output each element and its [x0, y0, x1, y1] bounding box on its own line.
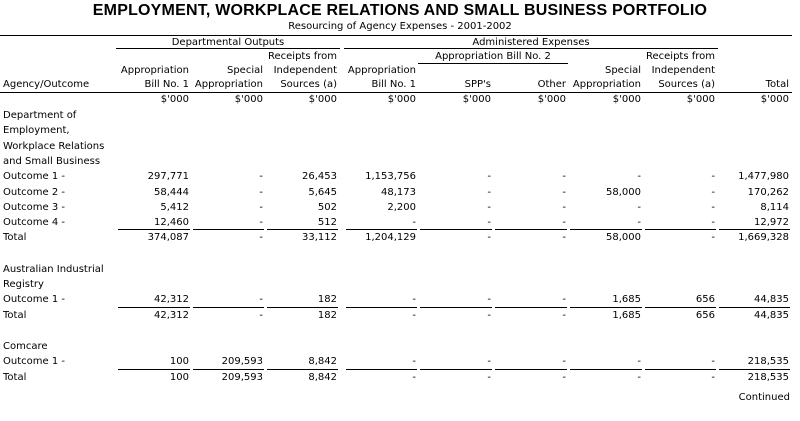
- table-cell: -: [259, 171, 263, 183]
- table-cell: -: [259, 186, 263, 198]
- column-header-c1-line: Appropriation: [120, 65, 189, 76]
- total-rule: [495, 369, 567, 370]
- table-cell: -: [637, 201, 641, 213]
- table-cell: -: [562, 186, 566, 198]
- table-cell: -: [562, 294, 566, 306]
- table-cell: -: [487, 171, 491, 183]
- report-title: EMPLOYMENT, WORKPLACE RELATIONS AND SMALL BUSINESS PORTFOLIO: [92, 2, 708, 19]
- table-cell: 100: [169, 356, 189, 368]
- group-header-departmental: Departmental Outputs: [171, 37, 285, 48]
- table-cell: 12,972: [754, 217, 789, 229]
- total-rule: [495, 307, 567, 308]
- total-cell: 218,535: [747, 371, 789, 383]
- column-header-c5-line: SPP's: [464, 79, 491, 90]
- table-cell: -: [562, 356, 566, 368]
- outcome-row-label: Outcome 1 -: [3, 356, 65, 368]
- column-header-c2-line: Appropriation: [194, 79, 263, 90]
- total-cell: 33,112: [302, 232, 337, 244]
- column-header-c3-line: Receipts from: [267, 51, 337, 62]
- table-cell: 5,412: [160, 201, 189, 213]
- total-rule: [570, 307, 642, 308]
- total-rule: [645, 307, 716, 308]
- table-cell: 8,842: [308, 356, 337, 368]
- total-rule: [193, 369, 264, 370]
- total-rule: [267, 307, 338, 308]
- agency-name-line: Employment,: [3, 125, 70, 137]
- table-cell: -: [259, 294, 263, 306]
- table-cell: -: [711, 201, 715, 213]
- total-rule: [118, 369, 190, 370]
- column-header-c7-line: Special: [604, 65, 641, 76]
- table-cell: -: [487, 356, 491, 368]
- table-cell: 5,645: [308, 186, 337, 198]
- total-row-label: Total: [3, 371, 27, 383]
- total-rule: [346, 229, 417, 230]
- column-header-agency: Agency/Outcome: [3, 79, 90, 90]
- total-cell: -: [637, 371, 641, 383]
- total-rule: [645, 369, 716, 370]
- table-cell: 502: [317, 201, 337, 213]
- total-rule: [346, 369, 417, 370]
- table-cell: -: [711, 186, 715, 198]
- table-cell: -: [487, 217, 491, 229]
- table-cell: 656: [695, 294, 715, 306]
- total-cell: -: [711, 371, 715, 383]
- agency-name-line: Registry: [3, 279, 44, 290]
- table-cell: -: [412, 217, 416, 229]
- table-cell: -: [487, 294, 491, 306]
- group-header-administered: Administered Expenses: [472, 37, 590, 48]
- table-cell: -: [259, 201, 263, 213]
- column-header-c6-line: Other: [537, 79, 566, 90]
- total-rule: [495, 229, 567, 230]
- total-row-label: Total: [3, 232, 27, 244]
- total-rule: [420, 369, 492, 370]
- total-rule: [346, 307, 417, 308]
- column-header-c3-line: Sources (a): [280, 79, 337, 90]
- table-cell: 1,477,980: [738, 171, 789, 183]
- total-rule: [267, 229, 338, 230]
- table-cell: -: [412, 356, 416, 368]
- continued-note: Continued: [738, 392, 790, 403]
- table-cell: -: [259, 217, 263, 229]
- table-cell: -: [637, 356, 641, 368]
- column-header-c1-line: Bill No. 1: [144, 79, 189, 90]
- unit-label: $'000: [612, 94, 641, 105]
- table-cell: -: [487, 201, 491, 213]
- table-cell: 1,685: [612, 294, 641, 306]
- total-cell: 44,835: [754, 309, 789, 321]
- table-cell: 182: [317, 294, 337, 306]
- table-cell: 512: [317, 217, 337, 229]
- table-cell: 44,835: [754, 294, 789, 306]
- total-rule: [570, 369, 642, 370]
- outcome-row-label: Outcome 1 -: [3, 294, 65, 306]
- column-header-c9-line: Total: [765, 79, 789, 90]
- table-cell: -: [711, 356, 715, 368]
- table-cell: -: [637, 171, 641, 183]
- total-cell: 656: [695, 309, 715, 321]
- table-cell: 58,444: [154, 186, 189, 198]
- outcome-row-label: Outcome 3 -: [3, 201, 65, 213]
- unit-label: $'000: [387, 94, 416, 105]
- table-cell: -: [711, 217, 715, 229]
- total-cell: -: [562, 309, 566, 321]
- total-cell: -: [562, 232, 566, 244]
- total-cell: -: [711, 232, 715, 244]
- table-cell: -: [562, 201, 566, 213]
- total-cell: 1,204,129: [365, 232, 416, 244]
- unit-label: $'000: [760, 94, 789, 105]
- unit-label: $'000: [686, 94, 715, 105]
- total-rule: [570, 229, 642, 230]
- agency-name-line: Workplace Relations: [3, 140, 105, 152]
- total-rule: [193, 229, 264, 230]
- table-cell: 209,593: [221, 356, 263, 368]
- table-cell: 8,114: [760, 201, 789, 213]
- total-cell: -: [412, 309, 416, 321]
- agency-name-line: and Small Business: [3, 155, 101, 167]
- total-rule: [719, 369, 790, 370]
- unit-label: $'000: [234, 94, 263, 105]
- table-cell: 12,460: [154, 217, 189, 229]
- total-rule: [719, 229, 790, 230]
- agency-name-line: Department of: [3, 110, 77, 121]
- column-header-c8-line: Receipts from: [645, 51, 715, 62]
- total-cell: 58,000: [606, 232, 641, 244]
- table-cell: 1,153,756: [365, 171, 416, 183]
- agency-name-line: Australian Industrial: [3, 263, 104, 275]
- table-cell: 58,000: [606, 186, 641, 198]
- column-header-c8-line: Sources (a): [658, 79, 715, 90]
- total-cell: 209,593: [221, 371, 263, 383]
- total-cell: -: [487, 232, 491, 244]
- column-header-c8-line: Independent: [651, 65, 715, 76]
- table-cell: -: [711, 171, 715, 183]
- table-cell: 170,262: [747, 186, 789, 198]
- total-cell: 374,087: [147, 232, 189, 244]
- table-cell: 2,200: [387, 201, 416, 213]
- column-header-c4-line: Bill No. 1: [371, 79, 416, 90]
- unit-label: $'000: [308, 94, 337, 105]
- column-header-c7-line: Appropriation: [572, 79, 641, 90]
- total-rule: [420, 229, 492, 230]
- column-header-c2-line: Special: [226, 65, 263, 76]
- total-rule: [193, 307, 264, 308]
- total-rule: [118, 229, 190, 230]
- total-cell: 8,842: [308, 371, 337, 383]
- unit-label: $'000: [462, 94, 491, 105]
- total-cell: 1,685: [612, 309, 641, 321]
- table-cell: 218,535: [747, 356, 789, 368]
- table-cell: -: [562, 171, 566, 183]
- total-rule: [420, 307, 492, 308]
- column-header-c4-line: Appropriation: [347, 65, 416, 76]
- table-cell: 297,771: [147, 171, 189, 183]
- table-cell: -: [562, 217, 566, 229]
- table-cell: 48,173: [381, 186, 416, 198]
- total-cell: -: [259, 309, 263, 321]
- report-subtitle: Resourcing of Agency Expenses - 2001-2002: [288, 21, 512, 32]
- agency-name-line: Comcare: [3, 340, 48, 352]
- total-cell: -: [487, 371, 491, 383]
- table-cell: 26,453: [302, 171, 337, 183]
- total-cell: -: [487, 309, 491, 321]
- outcome-row-label: Outcome 2 -: [3, 186, 65, 198]
- total-rule: [645, 229, 716, 230]
- total-cell: 1,669,328: [738, 232, 789, 244]
- total-rule: [267, 369, 338, 370]
- total-cell: -: [412, 371, 416, 383]
- total-rule: [719, 307, 790, 308]
- table-cell: -: [412, 294, 416, 306]
- unit-label: $'000: [537, 94, 566, 105]
- total-cell: 42,312: [154, 309, 189, 321]
- total-row-label: Total: [3, 309, 27, 321]
- total-cell: -: [562, 371, 566, 383]
- total-cell: 182: [317, 309, 337, 321]
- group-header-approp-bill2: Appropriation Bill No. 2: [435, 51, 551, 62]
- total-rule: [118, 307, 190, 308]
- unit-label: $'000: [160, 94, 189, 105]
- table-cell: 42,312: [154, 294, 189, 306]
- outcome-row-label: Outcome 1 -: [3, 171, 65, 183]
- total-cell: -: [259, 232, 263, 244]
- table-cell: -: [637, 217, 641, 229]
- outcome-row-label: Outcome 4 -: [3, 217, 65, 229]
- table-cell: -: [487, 186, 491, 198]
- total-cell: 100: [169, 371, 189, 383]
- column-header-c3-line: Independent: [273, 65, 337, 76]
